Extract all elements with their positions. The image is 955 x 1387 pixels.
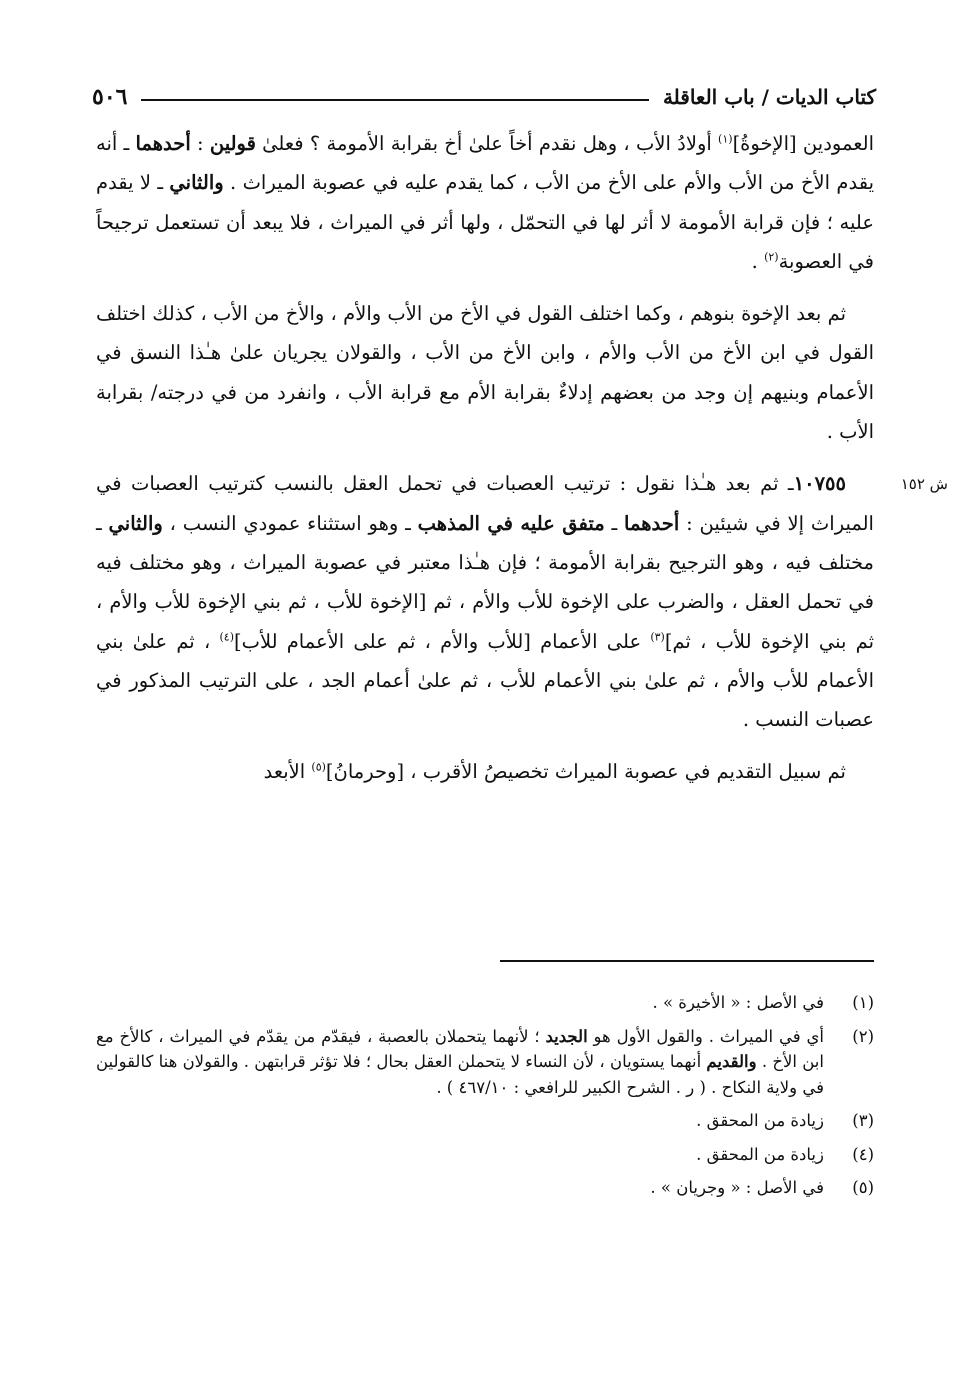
paragraph-1 bbox=[96, 124, 874, 281]
paragraph-4 bbox=[96, 752, 874, 791]
footnote-item bbox=[96, 990, 880, 1016]
footnote-text: زيادة من المحقق . bbox=[696, 1111, 824, 1130]
paragraph-2: ثم بعد الإخوة بنوهم ، وكما اختلف القول في الأخ من الأب والأم ، والأخ من الأب ، كذلك اختلف القول في ابن الأخ من الأب والأم ، وابن الأخ من الأب ، والقولان يجريان علىٰ هـٰذا النسق في الأعمام وبنيهم إن وجد من بعضهم إدلاءٌ بقرابة الأم مع قرابة الأب ، وانفرد من في درجته/ بقرابة الأب . bbox=[96, 302, 874, 444]
text-run: ـ bbox=[604, 511, 625, 535]
header-rule bbox=[141, 99, 648, 101]
footnote-item bbox=[96, 1142, 880, 1168]
footnote-ref-2: (٢) bbox=[764, 250, 779, 264]
footnote-number: (٥) bbox=[852, 1178, 874, 1197]
footnotes bbox=[96, 990, 880, 1209]
footnote-text: في الأصل : « الأخيرة » . bbox=[652, 993, 824, 1012]
running-title: كتاب الديات / باب العاقلة bbox=[662, 85, 876, 109]
paragraph-3 bbox=[96, 464, 874, 739]
text-run: ـ ثم بعد هـٰذا نقول : ترتيب العصبات في تحمل العقل بالنسب كترتيب العصبات في الميراث إلا في شيئين : bbox=[96, 472, 874, 535]
paragraph-number: ١٠٧٥٥ bbox=[793, 472, 846, 496]
footnote-text bbox=[96, 1024, 824, 1101]
bold-term: والثاني bbox=[108, 511, 163, 535]
bold-term: أحدهما bbox=[135, 132, 191, 155]
text-run: . bbox=[751, 249, 765, 273]
text-run: ، ثم علىٰ بني الأعمام للأب والأم ، ثم علىٰ بني الأعمام للأب ، ثم علىٰ أعمام الجد ، على الترتيب المذكور في عصبات النسب . bbox=[96, 629, 874, 732]
main-text bbox=[96, 124, 874, 792]
margin-folio-note: ش ١٥٢ bbox=[900, 475, 948, 493]
bold-term: قولين bbox=[209, 132, 256, 155]
footnote-number: (٢) bbox=[852, 1026, 874, 1046]
text-run: ـ مختلف فيه ، وهو الترجيح بقرابة الأمومة ؛ فإن هـٰذا معتبر في عصوبة الميراث ، وهو مختلف فيه في تحمل العقل ، والضرب على الإخوة للأب والأم ، ثم [الإخوة للأب ، ثم بني الإخوة للأب والأم ، ثم بني الإخوة للأب ، ثم] bbox=[96, 511, 874, 653]
footnote-item bbox=[96, 1108, 880, 1134]
bold-term: أحدهما bbox=[624, 511, 680, 535]
footnote-ref-5: (٥) bbox=[311, 760, 326, 774]
footnote-number: (٣) bbox=[852, 1111, 874, 1130]
text-run: ـ أنه يقدم الأخ من الأب والأم على الأخ من الأب ، كما يقدم عليه في عصوبة الميراث . bbox=[96, 132, 875, 195]
footnote-text: زيادة من المحقق . bbox=[696, 1144, 824, 1164]
text-run: على الأعمام [للأب والأم ، ثم على الأعمام للأب] bbox=[233, 629, 651, 653]
text-run: أنهما يستويان ، لأن النساء لا يتحملن العقل بحال ؛ فلا تؤثر قرابتهن . والقولان هنا كالقولين في ولاية النكاح . ( ر . الشرح الكبير للرافعي : ٤٦٧/١٠ ) . bbox=[96, 1052, 824, 1097]
text-run: العمودين [الإخوةُ] bbox=[732, 132, 874, 155]
text-run: الأبعد bbox=[263, 760, 312, 784]
footnote-number: (١) bbox=[852, 993, 874, 1012]
bold-term: والقديم bbox=[706, 1052, 757, 1071]
text-run: ـ لا يقدم عليه ؛ فإن قرابة الأمومة لا أثر لها في التحمّل ، ولها أثر في الميراث ، فلا يبعد أن تستعمل ترجيحاً في العصوبة bbox=[96, 171, 874, 273]
footnote-separator bbox=[500, 960, 874, 962]
footnote-ref-1: (١) bbox=[718, 132, 733, 146]
footnote-text: في الأصل : « وجريان » . bbox=[650, 1178, 824, 1197]
text-run: ثم سبيل التقديم في عصوبة الميراث تخصيصُ الأقرب ، [وحرمانُ] bbox=[325, 760, 846, 784]
text-run: ـ وهو استثناء عمودي النسب ، bbox=[162, 511, 418, 535]
bold-term: والثاني bbox=[169, 171, 224, 195]
page-number: ٥٠٦ bbox=[92, 84, 128, 110]
text-run: أي في الميراث . والقول الأول هو bbox=[587, 1026, 824, 1046]
footnote-number: (٤) bbox=[852, 1144, 874, 1164]
footnote-ref-4: (٤) bbox=[219, 629, 234, 643]
bold-term: الجديد bbox=[545, 1026, 588, 1046]
bold-term: متفق عليه في المذهب bbox=[417, 511, 605, 535]
text-run: ؛ لأنهما يتحملان بالعصبة ، فيقدّم من يقدّم في الميراث ، كالأخ مع ابن الأخ . bbox=[96, 1026, 824, 1071]
text-run: : bbox=[190, 132, 210, 155]
footnote-item bbox=[96, 1024, 880, 1101]
footnote-ref-3: (٣) bbox=[650, 629, 665, 643]
page-header bbox=[92, 80, 876, 114]
footnote-item bbox=[96, 1175, 880, 1201]
text-run: أولادُ الأب ، وهل نقدم أخاً علىٰ أخ بقرابة الأمومة ؟ فعلىٰ bbox=[255, 132, 719, 155]
